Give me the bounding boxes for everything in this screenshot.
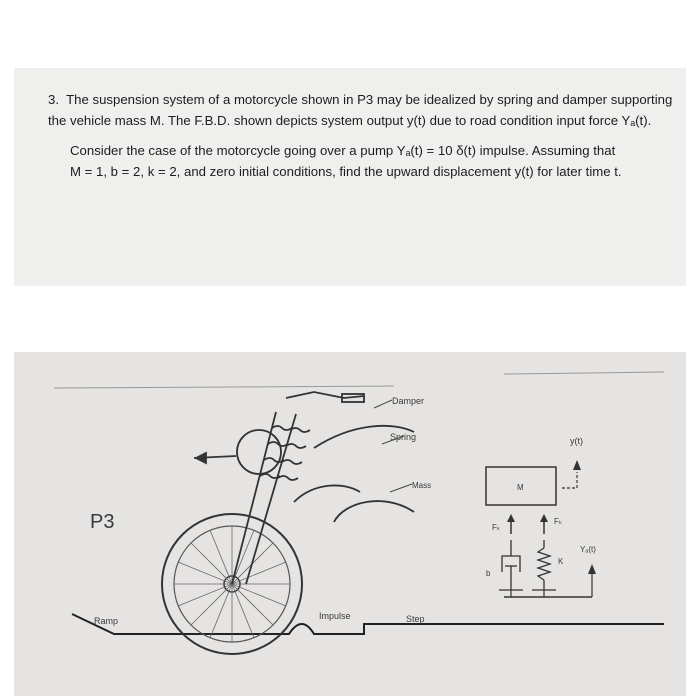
fbd-damper [499, 540, 523, 590]
mass-label: Mass [412, 481, 432, 490]
problem-paragraph-2: Consider the case of the motorcycle going over a pump Yₐ(t) = 10 δ(t) impulse. Assuming that [70, 143, 616, 158]
problem-statement [48, 90, 673, 182]
svg-text:M: M [517, 483, 524, 492]
damper-coef-label: b [486, 569, 491, 578]
divider-line [54, 386, 394, 388]
problem-text-1: The suspension system of a motorcycle shown in P3 may be idealized by spring and damper supporting the vehicle mass M. The F.B.D. shown depicts system output y(t) due to road condition input force Yₐ(t). [48, 92, 673, 128]
impulse-label: Impulse [319, 611, 351, 621]
damper-label: Damper [392, 396, 425, 406]
road-profile [72, 614, 664, 634]
motorcycle-diagram [14, 352, 686, 696]
input-label: Yₐ(t) [580, 545, 596, 554]
problem-paragraph-3: M = 1, b = 2, k = 2, and zero initial conditions, find the upward displacement y(t) for later time t. [70, 163, 622, 179]
output-label: y(t) [570, 436, 583, 446]
fbd-spring [532, 540, 556, 590]
divider-line [504, 372, 664, 374]
fbd-mass-block [486, 467, 556, 505]
problem-number: 3. [48, 92, 59, 107]
force-left-label: Fₖ [492, 523, 501, 532]
figure-photo [14, 352, 686, 696]
step-label: Step [406, 614, 425, 624]
force-right-label: Fₖ [554, 517, 563, 526]
spring-label: Spring [390, 432, 417, 442]
ramp-label: Ramp [94, 616, 119, 626]
spring-coef-label: K [558, 557, 564, 566]
problem-paragraph-1 [48, 90, 673, 131]
headlight [194, 392, 364, 474]
figure-label: P3 [90, 511, 115, 533]
